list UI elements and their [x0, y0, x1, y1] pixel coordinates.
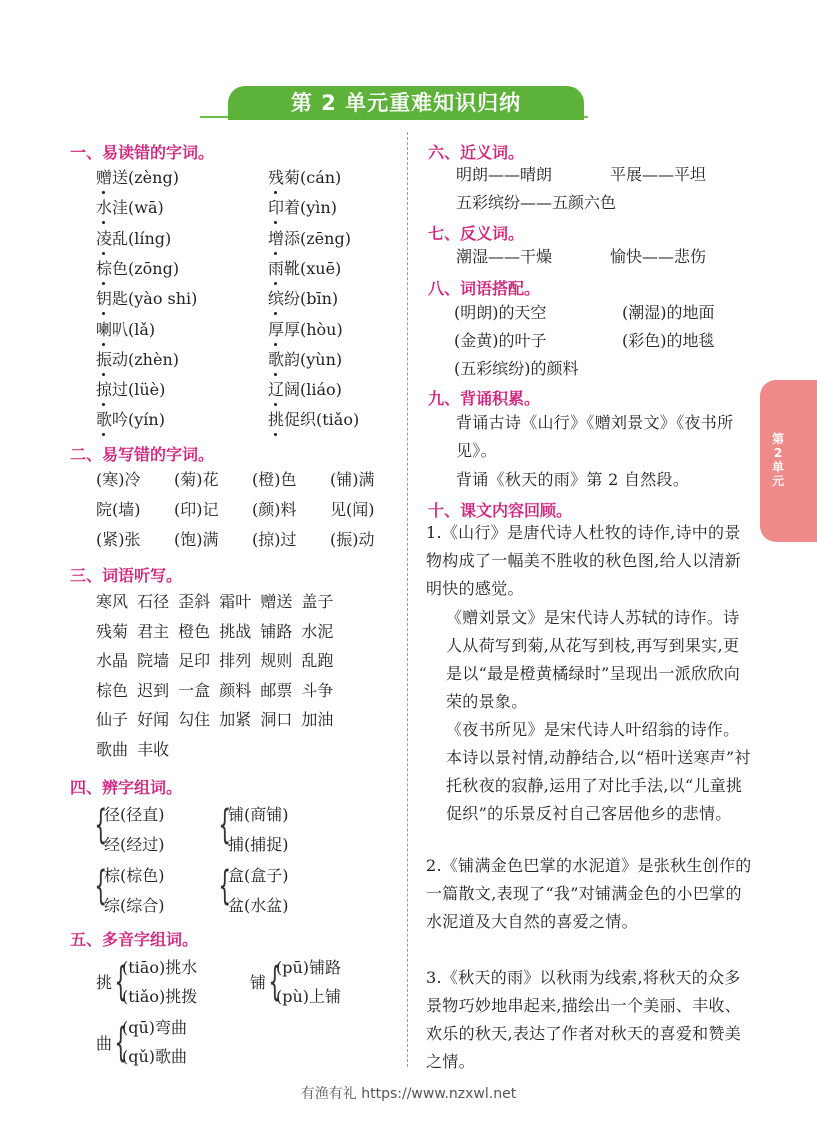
synonym-pair: 明朗——晴朗	[456, 165, 553, 184]
misread-word-item: 钥匙(yào shi)	[96, 289, 198, 309]
polyphone-char: 曲	[96, 1034, 113, 1053]
misread-word-item: 辽阔(liáo)	[268, 380, 342, 400]
miswritten-word-item: (饱)满	[174, 530, 219, 549]
page-title: 第 2 单元重难知识归纳	[290, 91, 522, 115]
section-heading-9: 九、背诵积累。	[428, 389, 541, 408]
misread-word-item: 喇叭(lǎ)	[96, 319, 156, 339]
emphasis-dot	[274, 312, 277, 315]
page-footer: 有渔有礼 https://www.nzxwl.net	[300, 1086, 517, 1102]
collocation-item: (潮湿)的地面	[622, 303, 715, 322]
miswritten-word-item: 院(墙)	[96, 500, 141, 519]
section-heading-2: 二、易写错的字词。	[70, 445, 215, 464]
miswritten-word-item: (菊)花	[174, 470, 219, 489]
collocation-item: (金黄)的叶子	[454, 331, 547, 350]
polyphone-char: 铺	[250, 973, 267, 992]
emphasis-dot	[274, 191, 277, 194]
review-item-1: 1.《山行》是唐代诗人杜牧的诗作,诗中的景物构成了一幅美不胜收的秋色图,给人以清新明快的感觉。	[426, 523, 742, 598]
char-word-item: 捕(捕捉)	[228, 835, 289, 854]
section-heading-7: 七、反义词。	[428, 224, 525, 243]
brace-icon: {	[94, 863, 108, 909]
char-word-item: 盆(水盆)	[228, 896, 289, 915]
miswritten-word-item: (紧)张	[96, 530, 141, 549]
miswritten-word-item: 见(闻)	[330, 500, 375, 519]
brace-icon: {	[268, 959, 282, 1005]
brace-icon: {	[218, 863, 232, 909]
dictation-row: 歌曲 丰收	[96, 739, 170, 759]
misread-word-item: 掠过(lüè)	[96, 380, 166, 400]
emphasis-dot	[102, 403, 105, 406]
polyphone-word: (pū)铺路	[276, 958, 342, 977]
dictation-row: 寒风 石径 歪斜 霜叶 赠送 盖子	[96, 592, 334, 611]
misread-word-item: 赠送(zèng)	[96, 168, 179, 187]
char-word-item: 径(径直)	[104, 805, 165, 824]
misread-word-item: 棕色(zōng)	[96, 258, 180, 278]
miswritten-word-item: (掠)过	[252, 530, 297, 549]
section-heading-4: 四、辨字组词。	[70, 778, 183, 797]
polyphone-word: (qū)弯曲	[122, 1018, 188, 1037]
collocation-item: (明朗)的天空	[454, 303, 547, 322]
section-heading-10: 十、课文内容回顾。	[428, 501, 573, 520]
collocation-item: (五彩缤纷)的颜料	[454, 359, 579, 378]
emphasis-dot	[102, 221, 105, 224]
miswritten-word-item: (铺)满	[330, 470, 375, 489]
misread-word-item: 振动(zhèn)	[96, 349, 179, 369]
dictation-row: 仙子 好闻 勾住 加紧 洞口 加油	[96, 710, 334, 729]
polyphone-word: (qǔ)歌曲	[122, 1047, 188, 1066]
emphasis-dot	[274, 373, 277, 376]
review-item-3: 3.《秋天的雨》以秋雨为线索,将秋天的众多景物巧妙地串起来,描绘出一个美丽、丰收、欢乐的秋天,表达了作者对秋天的喜爱和赞美之情。	[426, 968, 742, 1071]
misread-word-item: 歌吟(yín)	[96, 410, 165, 430]
char-word-item: 铺(商铺)	[228, 805, 289, 824]
review-item-2: 2.《铺满金色巴掌的水泥道》是张秋生创作的一篇散文,表现了“我”对铺满金色的小巴掌的水泥道及大自然的喜爱之情。	[426, 856, 752, 931]
synonym-pair: 平展——平坦	[610, 165, 707, 184]
review-item-1c: 《夜书所见》是宋代诗人叶绍翁的诗作。本诗以景衬情,动静结合,以“梧叶送寒声”衬托秋夜的寂静,运用了对比手法,以“儿童挑促织”的乐景反衬自己客居他乡的悲情。	[446, 720, 751, 823]
column-divider	[407, 132, 408, 1067]
misread-word-item: 印着(yìn)	[268, 198, 337, 218]
synonym-pair: 五彩缤纷——五颜六色	[456, 193, 617, 212]
emphasis-dot	[274, 343, 277, 346]
miswritten-word-item: (印)记	[174, 500, 219, 519]
emphasis-dot	[274, 433, 277, 436]
char-word-item: 经(经过)	[104, 835, 165, 854]
emphasis-dot	[274, 403, 277, 406]
dictation-row: 残菊 君主 橙色 挑战 铺路 水泥	[96, 621, 334, 641]
antonym-pair: 愉快——悲伤	[610, 247, 707, 266]
char-word-item: 棕(棕色)	[104, 866, 165, 885]
misread-word-item: 雨靴(xuē)	[268, 258, 342, 278]
review-item-1b: 《赠刘景文》是宋代诗人苏轼的诗作。诗人从荷写到菊,从花写到枝,再写到果实,更是以“最是橙黄橘绿时”呈现出一派欣欣向荣的景象。	[446, 608, 741, 711]
polyphone-word: (tiāo)挑水	[122, 958, 198, 977]
antonym-pair: 潮湿——干燥	[456, 247, 553, 266]
section-heading-5: 五、多音字组词。	[70, 930, 199, 949]
emphasis-dot	[274, 221, 277, 224]
polyphone-char: 挑	[96, 973, 113, 992]
misread-word-item: 凌乱(líng)	[96, 228, 172, 248]
miswritten-word-item: (振)动	[330, 530, 375, 549]
brace-icon: {	[94, 802, 108, 848]
unit-side-tab	[760, 380, 817, 542]
emphasis-dot	[102, 312, 105, 315]
misread-word-item: 缤纷(bīn)	[268, 289, 339, 309]
section-heading-8: 八、词语搭配。	[428, 279, 541, 298]
emphasis-dot	[102, 282, 105, 285]
dictation-row: 棕色 迟到 一盒 颜料 邮票 斗争	[96, 680, 334, 700]
misread-word-item: 挑促织(tiǎo)	[268, 410, 360, 430]
brace-icon: {	[114, 1020, 128, 1066]
misread-word-item: 增添(zēng)	[268, 228, 351, 248]
polyphone-word: (pù)上铺	[276, 987, 342, 1006]
dictation-row: 水晶 院墙 足印 排列 规则 乱跑	[96, 651, 334, 670]
recite-note: 背诵古诗《山行》《赠刘景文》《夜书所见》。	[456, 413, 734, 460]
emphasis-dot	[274, 252, 277, 255]
collocation-item: (彩色)的地毯	[622, 331, 715, 350]
miswritten-word-item: (寒)冷	[96, 470, 141, 489]
char-word-item: 综(综合)	[104, 896, 165, 915]
polyphone-word: (tiǎo)挑拨	[122, 987, 198, 1006]
misread-word-item: 水洼(wā)	[96, 198, 164, 218]
section-heading-1: 一、易读错的字词。	[70, 143, 215, 162]
emphasis-dot	[102, 433, 105, 436]
miswritten-word-item: (颜)料	[252, 500, 297, 519]
misread-word-item: 歌韵(yùn)	[268, 349, 343, 369]
emphasis-dot	[102, 191, 105, 194]
misread-word-item: 残菊(cán)	[268, 168, 342, 187]
recite-note: 背诵《秋天的雨》第 2 自然段。	[456, 470, 690, 489]
unit-side-tab-label: 第2单元	[771, 432, 784, 488]
section-heading-6: 六、近义词。	[428, 143, 525, 162]
section-heading-3: 三、词语听写。	[70, 566, 183, 585]
emphasis-dot	[102, 252, 105, 255]
emphasis-dot	[274, 282, 277, 285]
char-word-item: 盒(盒子)	[228, 866, 289, 885]
emphasis-dot	[102, 343, 105, 346]
brace-icon: {	[218, 802, 232, 848]
brace-icon: {	[114, 959, 128, 1005]
emphasis-dot	[102, 373, 105, 376]
miswritten-word-item: (橙)色	[252, 470, 297, 489]
misread-word-item: 厚厚(hòu)	[268, 319, 343, 339]
